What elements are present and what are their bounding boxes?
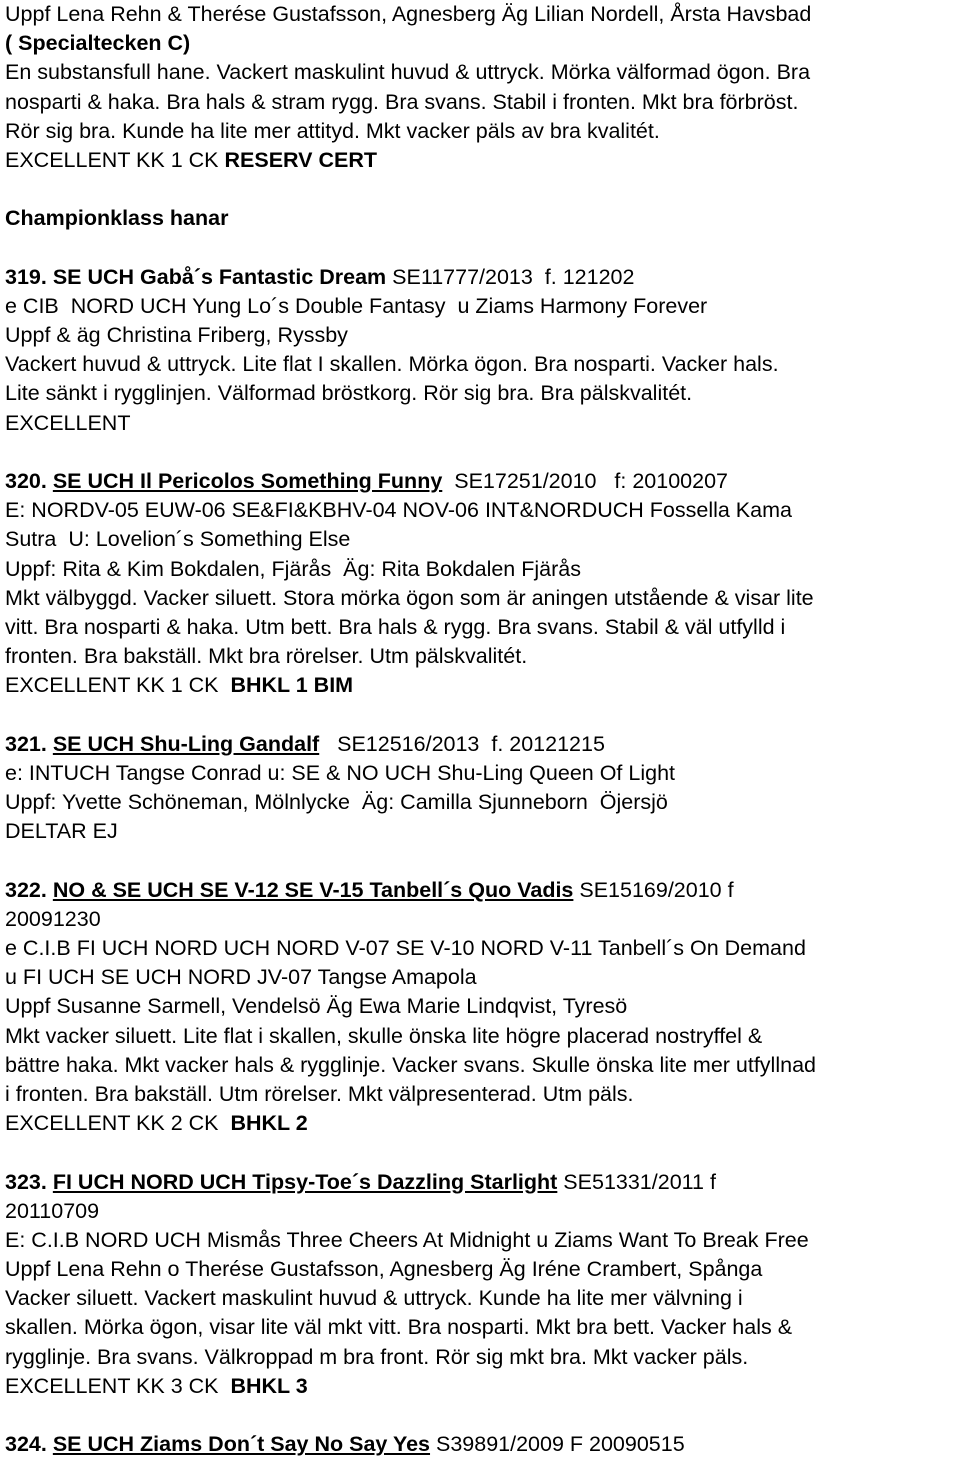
entry-323-reg: SE51331/2011 f [557,1169,716,1194]
document-page [5,0,957,1459]
entry-322-title: NO & SE UCH SE V-12 SE V-15 Tanbell´s Quo Vadis [52,877,574,902]
entry-319-parents: e CIB NORD UCH Yung Lo´s Double Fantasy u Ziams Harmony Forever [5,293,708,318]
entry-322-birthdate: 20091230 [5,906,101,931]
entry-323-result-line [5,1372,957,1401]
entry-322-result: EXCELLENT KK 2 CK [5,1111,231,1136]
entry-319-critique: Vackert huvud & uttryck. Lite flat I skallen. Mörka ögon. Bra nosparti. Vacker hals. [5,352,779,377]
entry-323-critique: skallen. Mörka ögon, visar lite väl mkt vitt. Bra nosparti. Mkt bra bett. Vacker hals & [5,1315,793,1340]
entry-322-result-line [5,1109,957,1138]
entry-323-number: 323. [5,1169,47,1194]
entry-324-number: 324. [5,1432,47,1457]
spacer [5,1401,957,1430]
spacer [5,846,957,875]
entry-320-number: 320. [5,469,47,493]
intro-special-mark: ( Specialtecken C) [5,31,191,56]
entry-321-result: DELTAR EJ [5,819,118,844]
entry-324-title-line [5,1430,957,1459]
entry-322-parents: u FI UCH SE UCH NORD JV-07 Tangse Amapola [5,965,477,990]
entry-322-critique: bättre haka. Mkt vacker hals & rygglinje. Vacker svans. Skulle önska lite mer utfyllnad [5,1052,816,1077]
entry-319-title: 319. SE UCH Gabå´s Fantastic Dream [5,264,387,289]
entry-320-reg: SE17251/2010 f: 20100207 [442,469,728,493]
entry-320-award: BHKL 1 BIM [230,673,354,698]
intro-critique-line: nosparti & haka. Bra hals & stram rygg. Bra svans. Stabil i fronten. Mkt bra förbröst. [5,89,799,114]
entry-320-title-line [5,467,957,496]
spacer [5,701,957,730]
entry-321-parents: e: INTUCH Tangse Conrad u: SE & NO UCH Shu-Ling Queen Of Light [5,760,675,785]
intro-critique-line: En substansfull hane. Vackert maskulint huvud & uttryck. Mörka välformad ögon. Bra [5,60,811,85]
intro-critique-line: Rör sig bra. Kunde ha lite mer attityd. Mkt vacker päls av bra kvalitét. [5,118,660,143]
entry-319-title-line [5,263,957,292]
entry-323-parents: E: C.I.B NORD UCH Mismås Three Cheers At Midnight u Ziams Want To Break Free [5,1227,809,1252]
entry-323-title-line [5,1168,957,1197]
entry-320-owner: Uppf: Rita & Kim Bokdalen, Fjärås Äg: Rita Bokdalen Fjärås [5,556,581,581]
entry-321-owner: Uppf: Yvette Schöneman, Mölnlycke Äg: Camilla Sjunneborn Öjersjö [5,790,668,815]
entry-322-critique: i fronten. Bra bakställ. Utm rörelser. Mkt välpresenterad. Utm päls. [5,1081,634,1106]
entry-322-number: 322. [5,877,47,902]
entry-320-critique: vitt. Bra nosparti & haka. Utm bett. Bra hals & rygg. Bra svans. Stabil & väl utfylld i [5,614,786,639]
spacer [5,1138,957,1167]
entry-320-result-line [5,671,957,700]
entry-322-parents: e C.I.B FI UCH NORD UCH NORD V-07 SE V-10 NORD V-11 Tanbell´s On Demand [5,936,806,960]
intro-result-text: EXCELLENT KK 1 CK [5,147,225,172]
entry-319-owner: Uppf & äg Christina Friberg, Ryssby [5,323,348,348]
intro-result-line [5,146,957,175]
intro-owner-line: Uppf Lena Rehn & Therése Gustafsson, Agnesberg Äg Lilian Nordell, Årsta Havsbad [5,2,812,26]
entry-322-reg: SE15169/2010 f [573,877,734,902]
entry-324-reg: S39891/2009 F 20090515 [430,1432,685,1457]
entry-321-number: 321. [5,731,47,756]
entry-324-title: SE UCH Ziams Don´t Say No Say Yes [52,1432,431,1457]
entry-323-critique: rygglinje. Bra svans. Välkroppad m bra front. Rör sig mkt bra. Mkt vacker päls. [5,1344,749,1369]
entry-323-birthdate: 20110709 [5,1198,100,1223]
entry-320-parents: E: NORDV-05 EUW-06 SE&FI&KBHV-04 NOV-06 INT&NORDUCH Fossella Kama [5,498,792,523]
intro-result-award: RESERV CERT [224,147,378,172]
spacer [5,234,957,263]
entry-319-result: EXCELLENT [5,410,131,435]
entry-323-award: BHKL 3 [230,1373,308,1398]
entry-323-result: EXCELLENT KK 3 CK [5,1373,231,1398]
entry-320-parents: Sutra U: Lovelion´s Something Else [5,527,351,552]
class-heading: Championklass hanar [5,206,229,231]
entry-319-critique: Lite sänkt i rygglinjen. Välformad bröstkorg. Rör sig bra. Bra pälskvalitét. [5,381,693,406]
entry-320-critique: fronten. Bra bakställ. Mkt bra rörelser. Utm pälskvalitét. [5,644,528,669]
entry-322-title-line [5,876,957,905]
entry-323-critique: Vacker siluett. Vackert maskulint huvud & uttryck. Kunde ha lite mer välvning i [5,1286,743,1311]
entry-322-critique: Mkt vacker siluett. Lite flat i skallen, skulle önska lite högre placerad nostryffel & [5,1023,763,1048]
entry-321-title: SE UCH Shu-Ling Gandalf [52,731,320,756]
entry-321-title-line [5,730,957,759]
entry-321-reg: SE12516/2013 f. 20121215 [319,731,605,756]
entry-323-owner: Uppf Lena Rehn o Therése Gustafsson, Agnesberg Äg Iréne Crambert, Spånga [5,1257,763,1282]
entry-322-award: BHKL 2 [230,1111,308,1136]
spacer [5,175,957,204]
entry-320-critique: Mkt välbyggd. Vacker siluett. Stora mörka ögon som är aningen utstående & visar lite [5,585,814,610]
entry-320-result: EXCELLENT KK 1 CK [5,673,231,698]
entry-320-title: SE UCH Il Pericolos Something Funny [52,469,443,493]
spacer [5,438,957,467]
entry-322-owner: Uppf Susanne Sarmell, Vendelsö Äg Ewa Marie Lindqvist, Tyresö [5,994,628,1019]
entry-319-reg: SE11777/2013 f. 121202 [386,264,635,289]
entry-323-title: FI UCH NORD UCH Tipsy-Toe´s Dazzling Starlight [52,1169,558,1194]
